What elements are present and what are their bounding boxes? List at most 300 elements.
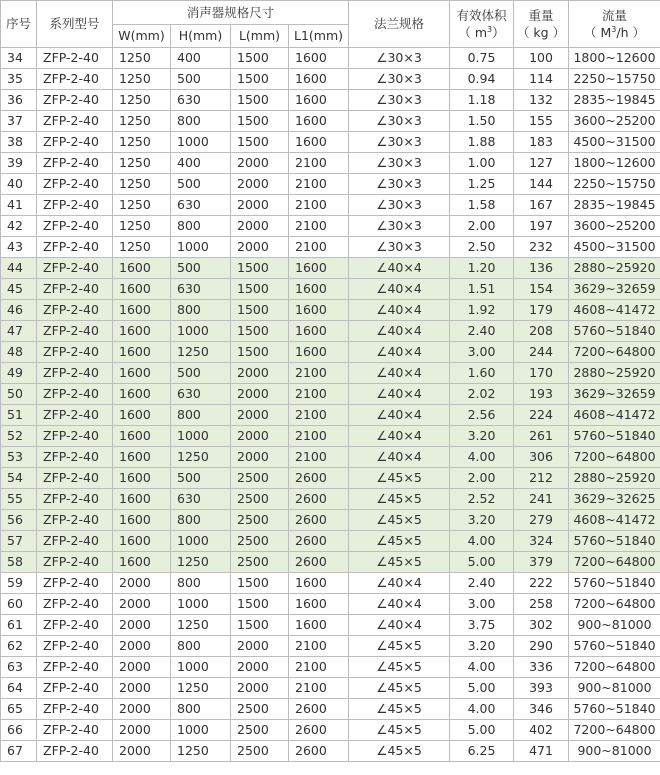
cell-flange: ∠45×5 (349, 741, 450, 762)
cell-model: ZFP-2-40 (37, 594, 113, 615)
table-row (1, 741, 660, 762)
cell-flange: ∠30×3 (349, 216, 450, 237)
cell-w: 1600 (113, 384, 171, 405)
cell-model: ZFP-2-40 (37, 741, 113, 762)
cell-seq: 44 (1, 258, 37, 279)
cell-flange: ∠45×5 (349, 657, 450, 678)
cell-flow: 7200~64800 (569, 342, 660, 363)
cell-l1: 2600 (289, 552, 349, 573)
cell-l1: 2600 (289, 531, 349, 552)
cell-weight: 114 (514, 69, 569, 90)
cell-model: ZFP-2-40 (37, 153, 113, 174)
table-row (1, 258, 660, 279)
header-volume-label: 有效体积 (456, 8, 507, 23)
cell-flow: 900~81000 (569, 615, 660, 636)
cell-volume: 0.94 (450, 69, 514, 90)
cell-flow: 3600~25200 (569, 111, 660, 132)
cell-flange: ∠30×3 (349, 153, 450, 174)
cell-seq: 46 (1, 300, 37, 321)
cell-weight: 154 (514, 279, 569, 300)
cell-weight: 132 (514, 90, 569, 111)
cell-h: 630 (171, 195, 231, 216)
cell-flow: 4608~41472 (569, 405, 660, 426)
cell-weight: 258 (514, 594, 569, 615)
cell-volume: 1.18 (450, 90, 514, 111)
cell-model: ZFP-2-40 (37, 321, 113, 342)
cell-flow: 2880~25920 (569, 363, 660, 384)
cell-flange: ∠40×4 (349, 447, 450, 468)
cell-h: 1000 (171, 720, 231, 741)
cell-flow: 1800~12600 (569, 48, 660, 69)
table-row (1, 531, 660, 552)
cell-weight: 144 (514, 174, 569, 195)
cell-volume: 2.00 (450, 468, 514, 489)
cell-w: 1600 (113, 531, 171, 552)
cell-l1: 2600 (289, 741, 349, 762)
cell-seq: 47 (1, 321, 37, 342)
cell-w: 1600 (113, 447, 171, 468)
cell-seq: 48 (1, 342, 37, 363)
cell-weight: 179 (514, 300, 569, 321)
cell-weight: 336 (514, 657, 569, 678)
cell-l: 2000 (231, 426, 289, 447)
cell-volume: 1.50 (450, 111, 514, 132)
cell-flange: ∠30×3 (349, 195, 450, 216)
cell-l1: 2100 (289, 384, 349, 405)
cell-l1: 2100 (289, 426, 349, 447)
cell-flange: ∠40×4 (349, 426, 450, 447)
table-row (1, 111, 660, 132)
cell-seq: 57 (1, 531, 37, 552)
cell-model: ZFP-2-40 (37, 573, 113, 594)
cell-l1: 2100 (289, 195, 349, 216)
cell-h: 500 (171, 468, 231, 489)
cell-flow: 3629~32659 (569, 279, 660, 300)
cell-h: 1250 (171, 741, 231, 762)
cell-seq: 61 (1, 615, 37, 636)
cell-h: 1000 (171, 531, 231, 552)
cell-flange: ∠40×4 (349, 279, 450, 300)
cell-weight: 222 (514, 573, 569, 594)
cell-l: 2000 (231, 216, 289, 237)
cell-seq: 45 (1, 279, 37, 300)
cell-l: 2500 (231, 510, 289, 531)
cell-l1: 2100 (289, 636, 349, 657)
cell-volume: 3.00 (450, 342, 514, 363)
table-row (1, 384, 660, 405)
cell-h: 630 (171, 279, 231, 300)
header-flow-unit: （ $M^3/h$ ） (584, 24, 645, 40)
table-body (1, 48, 660, 762)
cell-l: 2000 (231, 657, 289, 678)
cell-h: 1250 (171, 552, 231, 573)
cell-w: 1250 (113, 69, 171, 90)
cell-w: 1250 (113, 111, 171, 132)
cell-volume: 2.40 (450, 321, 514, 342)
cell-volume: 2.02 (450, 384, 514, 405)
cell-w: 1250 (113, 216, 171, 237)
cell-l1: 1600 (289, 342, 349, 363)
header-dimensions: 消声器规格尺寸 (113, 1, 349, 25)
cell-h: 800 (171, 699, 231, 720)
cell-h: 1000 (171, 426, 231, 447)
cell-volume: 2.00 (450, 216, 514, 237)
cell-flow: 900~81000 (569, 678, 660, 699)
cell-l: 1500 (231, 594, 289, 615)
cell-flange: ∠30×3 (349, 90, 450, 111)
cell-flange: ∠40×4 (349, 342, 450, 363)
table-row (1, 552, 660, 573)
cell-l1: 1600 (289, 48, 349, 69)
cell-l: 2000 (231, 447, 289, 468)
cell-weight: 471 (514, 741, 569, 762)
cell-h: 800 (171, 405, 231, 426)
header-flow-label: 流量 (602, 8, 628, 23)
cell-flow: 4608~41472 (569, 510, 660, 531)
cell-w: 1250 (113, 153, 171, 174)
table-row (1, 405, 660, 426)
cell-l1: 1600 (289, 90, 349, 111)
cell-flange: ∠45×5 (349, 531, 450, 552)
cell-model: ZFP-2-40 (37, 678, 113, 699)
cell-weight: 212 (514, 468, 569, 489)
cell-flange: ∠30×3 (349, 237, 450, 258)
cell-seq: 51 (1, 405, 37, 426)
cell-weight: 232 (514, 237, 569, 258)
cell-w: 1600 (113, 489, 171, 510)
cell-seq: 53 (1, 447, 37, 468)
table-row (1, 636, 660, 657)
cell-flow: 3600~25200 (569, 216, 660, 237)
cell-volume: 6.25 (450, 741, 514, 762)
cell-h: 500 (171, 174, 231, 195)
cell-model: ZFP-2-40 (37, 657, 113, 678)
cell-volume: 3.75 (450, 615, 514, 636)
table-row (1, 48, 660, 69)
cell-l: 1500 (231, 279, 289, 300)
cell-w: 1600 (113, 300, 171, 321)
cell-model: ZFP-2-40 (37, 447, 113, 468)
cell-weight: 197 (514, 216, 569, 237)
header-volume-unit: （ $m^3$） (458, 24, 505, 40)
table-row (1, 363, 660, 384)
cell-seq: 50 (1, 384, 37, 405)
table-row (1, 678, 660, 699)
cell-volume: 1.88 (450, 132, 514, 153)
cell-model: ZFP-2-40 (37, 699, 113, 720)
cell-model: ZFP-2-40 (37, 552, 113, 573)
cell-model: ZFP-2-40 (37, 132, 113, 153)
cell-l1: 2600 (289, 720, 349, 741)
cell-w: 1600 (113, 342, 171, 363)
header-model: 系列型号 (37, 1, 113, 48)
cell-l1: 1600 (289, 573, 349, 594)
cell-l1: 2100 (289, 237, 349, 258)
cell-flange: ∠40×4 (349, 615, 450, 636)
cell-flange: ∠45×5 (349, 468, 450, 489)
cell-model: ZFP-2-40 (37, 510, 113, 531)
cell-l1: 2100 (289, 447, 349, 468)
cell-l: 2000 (231, 195, 289, 216)
header-weight-label: 重量 (528, 8, 554, 23)
table-row (1, 174, 660, 195)
cell-model: ZFP-2-40 (37, 69, 113, 90)
cell-seq: 36 (1, 90, 37, 111)
table-row (1, 321, 660, 342)
cell-model: ZFP-2-40 (37, 615, 113, 636)
cell-flow: 7200~64800 (569, 447, 660, 468)
cell-weight: 402 (514, 720, 569, 741)
cell-w: 2000 (113, 720, 171, 741)
cell-volume: 3.20 (450, 510, 514, 531)
cell-h: 1250 (171, 678, 231, 699)
cell-weight: 261 (514, 426, 569, 447)
cell-l1: 2100 (289, 153, 349, 174)
cell-model: ZFP-2-40 (37, 468, 113, 489)
cell-seq: 67 (1, 741, 37, 762)
cell-weight: 224 (514, 405, 569, 426)
cell-model: ZFP-2-40 (37, 720, 113, 741)
table-row (1, 489, 660, 510)
cell-w: 1600 (113, 363, 171, 384)
cell-flange: ∠40×4 (349, 321, 450, 342)
cell-seq: 38 (1, 132, 37, 153)
table-row (1, 90, 660, 111)
cell-flange: ∠40×4 (349, 405, 450, 426)
cell-weight: 279 (514, 510, 569, 531)
cell-volume: 5.00 (450, 552, 514, 573)
cell-flange: ∠30×3 (349, 111, 450, 132)
table-row (1, 720, 660, 741)
cell-w: 1600 (113, 321, 171, 342)
cell-volume: 2.56 (450, 405, 514, 426)
cell-w: 2000 (113, 594, 171, 615)
cell-seq: 55 (1, 489, 37, 510)
cell-w: 1600 (113, 405, 171, 426)
cell-l: 1500 (231, 69, 289, 90)
cell-weight: 346 (514, 699, 569, 720)
cell-l1: 1600 (289, 258, 349, 279)
cell-l1: 1600 (289, 279, 349, 300)
cell-flow: 7200~64800 (569, 657, 660, 678)
cell-flange: ∠40×4 (349, 258, 450, 279)
cell-h: 800 (171, 573, 231, 594)
cell-weight: 306 (514, 447, 569, 468)
table-row (1, 594, 660, 615)
cell-l: 2000 (231, 384, 289, 405)
cell-weight: 136 (514, 258, 569, 279)
cell-l1: 1600 (289, 615, 349, 636)
cell-h: 500 (171, 258, 231, 279)
cell-volume: 1.20 (450, 258, 514, 279)
cell-volume: 1.92 (450, 300, 514, 321)
cell-volume: 4.00 (450, 531, 514, 552)
cell-volume: 3.20 (450, 636, 514, 657)
cell-model: ZFP-2-40 (37, 279, 113, 300)
cell-w: 1250 (113, 48, 171, 69)
cell-h: 630 (171, 489, 231, 510)
cell-l: 1500 (231, 48, 289, 69)
cell-l: 2500 (231, 531, 289, 552)
cell-seq: 66 (1, 720, 37, 741)
cell-h: 1000 (171, 657, 231, 678)
cell-flow: 5760~51840 (569, 573, 660, 594)
cell-l: 2000 (231, 237, 289, 258)
cell-model: ZFP-2-40 (37, 300, 113, 321)
table-row (1, 510, 660, 531)
cell-volume: 0.75 (450, 48, 514, 69)
cell-weight: 244 (514, 342, 569, 363)
table-row (1, 153, 660, 174)
cell-flow: 1800~12600 (569, 153, 660, 174)
cell-h: 1000 (171, 132, 231, 153)
cell-model: ZFP-2-40 (37, 489, 113, 510)
table-row (1, 573, 660, 594)
cell-w: 2000 (113, 699, 171, 720)
cell-h: 1000 (171, 594, 231, 615)
cell-w: 1600 (113, 258, 171, 279)
header-flange: 法兰规格 (349, 1, 450, 48)
cell-volume: 1.60 (450, 363, 514, 384)
cell-l1: 1600 (289, 594, 349, 615)
cell-flow: 3629~32625 (569, 489, 660, 510)
cell-l: 2000 (231, 678, 289, 699)
cell-model: ZFP-2-40 (37, 531, 113, 552)
cell-l: 1500 (231, 300, 289, 321)
cell-model: ZFP-2-40 (37, 636, 113, 657)
cell-l: 2000 (231, 153, 289, 174)
cell-l1: 2600 (289, 699, 349, 720)
cell-seq: 37 (1, 111, 37, 132)
cell-l: 1500 (231, 342, 289, 363)
cell-h: 630 (171, 384, 231, 405)
table-row (1, 279, 660, 300)
cell-flow: 5760~51840 (569, 636, 660, 657)
cell-model: ZFP-2-40 (37, 405, 113, 426)
cell-w: 2000 (113, 636, 171, 657)
header-w: W(mm) (113, 25, 171, 48)
cell-flange: ∠30×3 (349, 174, 450, 195)
cell-volume: 5.00 (450, 678, 514, 699)
cell-h: 1250 (171, 447, 231, 468)
cell-flange: ∠40×4 (349, 363, 450, 384)
cell-seq: 62 (1, 636, 37, 657)
cell-flange: ∠40×4 (349, 300, 450, 321)
cell-seq: 54 (1, 468, 37, 489)
cell-flow: 2250~15750 (569, 174, 660, 195)
cell-weight: 241 (514, 489, 569, 510)
cell-flow: 2880~25920 (569, 468, 660, 489)
cell-l: 2500 (231, 699, 289, 720)
cell-flow: 5760~51840 (569, 531, 660, 552)
cell-l: 2000 (231, 405, 289, 426)
cell-flow: 2835~19845 (569, 90, 660, 111)
cell-l1: 2600 (289, 510, 349, 531)
cell-flange: ∠30×3 (349, 69, 450, 90)
cell-flow: 4608~41472 (569, 300, 660, 321)
cell-flow: 7200~64800 (569, 720, 660, 741)
cell-flow: 2880~25920 (569, 258, 660, 279)
cell-w: 1250 (113, 237, 171, 258)
cell-w: 1600 (113, 426, 171, 447)
cell-flow: 900~81000 (569, 741, 660, 762)
cell-l: 1500 (231, 615, 289, 636)
cell-flange: ∠40×4 (349, 573, 450, 594)
cell-model: ZFP-2-40 (37, 195, 113, 216)
cell-h: 1000 (171, 321, 231, 342)
cell-h: 800 (171, 216, 231, 237)
cell-h: 800 (171, 300, 231, 321)
cell-h: 800 (171, 510, 231, 531)
cell-l1: 1600 (289, 111, 349, 132)
cell-h: 400 (171, 48, 231, 69)
cell-w: 1600 (113, 552, 171, 573)
cell-flow: 5760~51840 (569, 321, 660, 342)
cell-seq: 42 (1, 216, 37, 237)
cell-weight: 324 (514, 531, 569, 552)
header-weight-unit: （ kg ） (516, 25, 566, 40)
header-seq: 序号 (1, 1, 37, 48)
table-row (1, 615, 660, 636)
table-row (1, 216, 660, 237)
cell-weight: 100 (514, 48, 569, 69)
cell-seq: 35 (1, 69, 37, 90)
cell-h: 630 (171, 90, 231, 111)
cell-flange: ∠40×4 (349, 384, 450, 405)
cell-seq: 64 (1, 678, 37, 699)
cell-volume: 4.00 (450, 657, 514, 678)
cell-volume: 1.58 (450, 195, 514, 216)
cell-model: ZFP-2-40 (37, 384, 113, 405)
table-row (1, 447, 660, 468)
cell-l: 2000 (231, 174, 289, 195)
header-h: H(mm) (171, 25, 231, 48)
cell-seq: 49 (1, 363, 37, 384)
header-weight (514, 1, 569, 48)
cell-flow: 4500~31500 (569, 237, 660, 258)
cell-l1: 2100 (289, 363, 349, 384)
cell-flange: ∠45×5 (349, 636, 450, 657)
cell-l1: 2600 (289, 468, 349, 489)
cell-flange: ∠45×5 (349, 510, 450, 531)
cell-l1: 2100 (289, 216, 349, 237)
cell-w: 1250 (113, 132, 171, 153)
table-row (1, 699, 660, 720)
cell-flange: ∠45×5 (349, 552, 450, 573)
cell-l: 2000 (231, 363, 289, 384)
cell-h: 1250 (171, 615, 231, 636)
cell-seq: 59 (1, 573, 37, 594)
cell-w: 2000 (113, 657, 171, 678)
cell-l: 1500 (231, 258, 289, 279)
table-row (1, 132, 660, 153)
cell-h: 500 (171, 69, 231, 90)
cell-volume: 2.50 (450, 237, 514, 258)
cell-volume: 3.00 (450, 594, 514, 615)
cell-seq: 34 (1, 48, 37, 69)
cell-h: 1250 (171, 342, 231, 363)
cell-volume: 3.20 (450, 426, 514, 447)
cell-weight: 393 (514, 678, 569, 699)
cell-h: 500 (171, 363, 231, 384)
cell-weight: 167 (514, 195, 569, 216)
cell-flow: 5760~51840 (569, 426, 660, 447)
table-row (1, 300, 660, 321)
cell-model: ZFP-2-40 (37, 174, 113, 195)
cell-l: 1500 (231, 111, 289, 132)
cell-volume: 2.40 (450, 573, 514, 594)
cell-flange: ∠40×4 (349, 594, 450, 615)
